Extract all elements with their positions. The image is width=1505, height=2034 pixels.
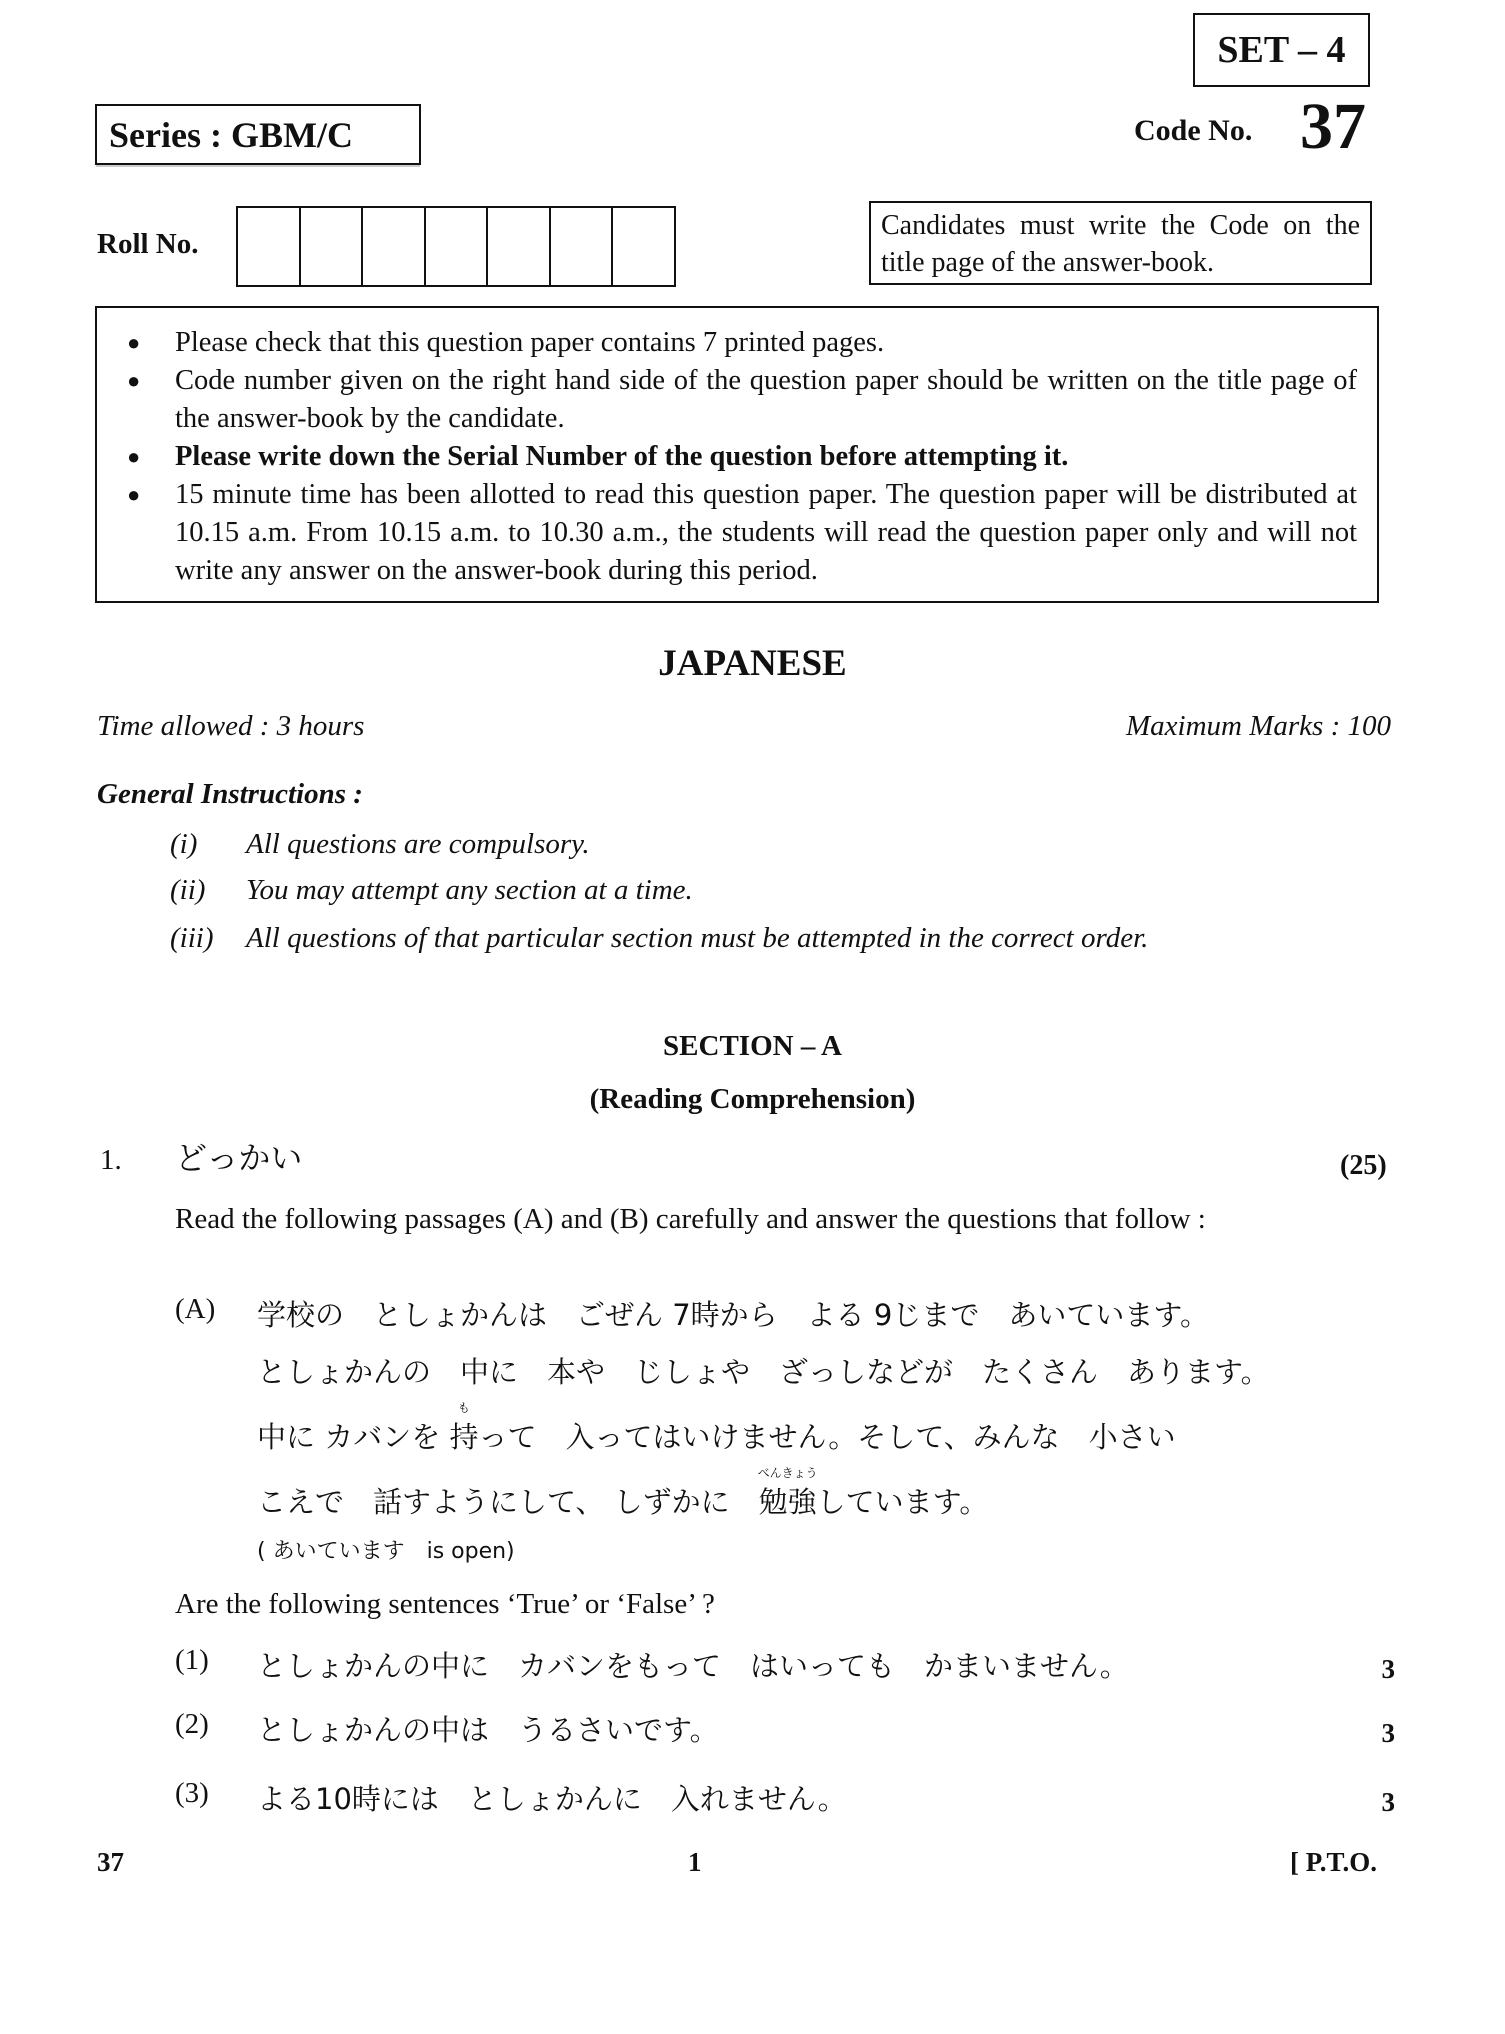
set-label: SET – 4	[1217, 29, 1346, 71]
item-text: You may attempt any section at a time.	[246, 874, 693, 906]
series-label: Series : GBM/C	[109, 114, 353, 155]
passage-text: こえで 話すようにして、 しずかに	[257, 1485, 759, 1519]
item-number: (ii)	[170, 874, 206, 906]
section-subtitle: (Reading Comprehension)	[589, 1083, 916, 1115]
series-box	[95, 104, 421, 165]
statement-marks: 3	[1381, 1787, 1395, 1817]
item-number: (i)	[170, 828, 198, 860]
roll-number-cell[interactable]	[488, 208, 551, 285]
statement-number: (1)	[175, 1644, 209, 1676]
statement-row	[175, 1708, 1395, 1749]
instruction-item	[127, 362, 1357, 438]
instruction-text: 15 minute time has been allotted to read this question paper. The question paper will be distributed at 10.15 a.m. From 10.15 a.m. to 10.30 a.m., the students will read the question paper only and will not write any answer on the answer-book during this period.	[175, 479, 1357, 586]
roll-number-cell[interactable]	[613, 208, 676, 285]
please-turn-over: [ P.T.O.	[1290, 1847, 1378, 1877]
kanji: 持	[449, 1420, 479, 1454]
question-number: 1.	[100, 1144, 122, 1176]
code-notice-text: Candidates must write the Code on the title page of the answer-book.	[881, 210, 1360, 278]
bullet-icon: ●	[127, 482, 141, 507]
statement-number: (2)	[175, 1708, 209, 1740]
roll-number-boxes	[236, 206, 676, 287]
page-number: 1	[688, 1847, 702, 1877]
bullet-icon: ●	[127, 368, 141, 393]
bullet-icon: ●	[127, 444, 141, 469]
question-marks: (25)	[1340, 1150, 1387, 1181]
roll-number-cell[interactable]	[363, 208, 426, 285]
instruction-item	[127, 438, 1357, 476]
section-title: SECTION – A	[663, 1030, 842, 1062]
roll-number-cell[interactable]	[426, 208, 489, 285]
code-value: 37	[1300, 90, 1366, 163]
statement-row	[175, 1777, 1395, 1818]
statement-row	[175, 1644, 1395, 1685]
general-instruction-item	[170, 828, 590, 861]
true-false-prompt: Are the following sentences ‘True’ or ‘False’ ?	[175, 1588, 715, 1620]
furigana: べんきょう	[757, 1466, 818, 1480]
general-instruction-item	[170, 874, 693, 907]
passage-line	[257, 1466, 989, 1521]
item-number: (iii)	[170, 922, 214, 954]
set-number-box	[1193, 13, 1370, 87]
maximum-marks: Maximum Marks : 100	[1126, 710, 1391, 742]
passage-text: 中に カバンを	[257, 1420, 450, 1454]
bullet-icon: ●	[127, 330, 141, 355]
question-intro: Read the following passages (A) and (B) carefully and answer the questions that follow :	[175, 1203, 1206, 1235]
subject-title: JAPANESE	[658, 643, 847, 684]
item-text: All questions are compulsory.	[246, 828, 590, 860]
statement-text: よる10時には としょかんに 入れません。	[257, 1782, 847, 1816]
general-instructions-title: General Instructions :	[97, 778, 363, 810]
roll-number-label: Roll No.	[97, 228, 199, 260]
roll-number-cell[interactable]	[238, 208, 301, 285]
passage-line: としょかんの 中に 本や じしょや ざっしなどが たくさん あります。	[257, 1355, 1270, 1389]
passage-text: って 入ってはいけません。そして、みんな 小さい	[478, 1420, 1176, 1454]
furigana-word	[757, 1466, 818, 1521]
instruction-item	[127, 324, 1357, 362]
instruction-text: Code number given on the right hand side of the question paper should be written on the title page of the answer-book by the candidate.	[175, 365, 1357, 434]
furigana-word	[449, 1401, 479, 1456]
passage-label: (A)	[175, 1293, 216, 1325]
roll-number-cell[interactable]	[551, 208, 614, 285]
question-title: どっかい	[175, 1139, 303, 1177]
instruction-text-bold: Please write down the Serial Number of the question before attempting it.	[175, 441, 1069, 472]
time-allowed: Time allowed : 3 hours	[97, 710, 365, 742]
code-notice-box	[869, 201, 1372, 285]
statement-marks: 3	[1381, 1654, 1395, 1684]
item-text: All questions of that particular section must be attempted in the correct order.	[246, 922, 1149, 954]
instructions-box	[95, 306, 1379, 603]
statement-marks: 3	[1381, 1718, 1395, 1748]
passage-text: しています。	[816, 1485, 989, 1519]
passage-line: 学校の としょかんは ごぜん 7時から よる 9じまで あいています。	[257, 1298, 1210, 1332]
general-instruction-item	[170, 922, 1148, 955]
passage-note: ( あいています is open)	[257, 1539, 515, 1564]
instruction-text: Please check that this question paper contains 7 printed pages.	[175, 327, 885, 358]
statement-text: としょかんの中は うるさいです。	[257, 1713, 719, 1747]
code-label: Code No.	[1134, 114, 1253, 147]
instruction-item	[127, 476, 1357, 590]
statement-text: としょかんの中に カバンをもって はいっても かまいません。	[257, 1649, 1129, 1683]
roll-number-cell[interactable]	[301, 208, 364, 285]
footer-code: 37	[97, 1847, 124, 1877]
passage-line	[257, 1401, 1176, 1456]
statement-number: (3)	[175, 1777, 209, 1809]
furigana: も	[457, 1401, 470, 1415]
kanji: 勉強	[758, 1485, 817, 1519]
